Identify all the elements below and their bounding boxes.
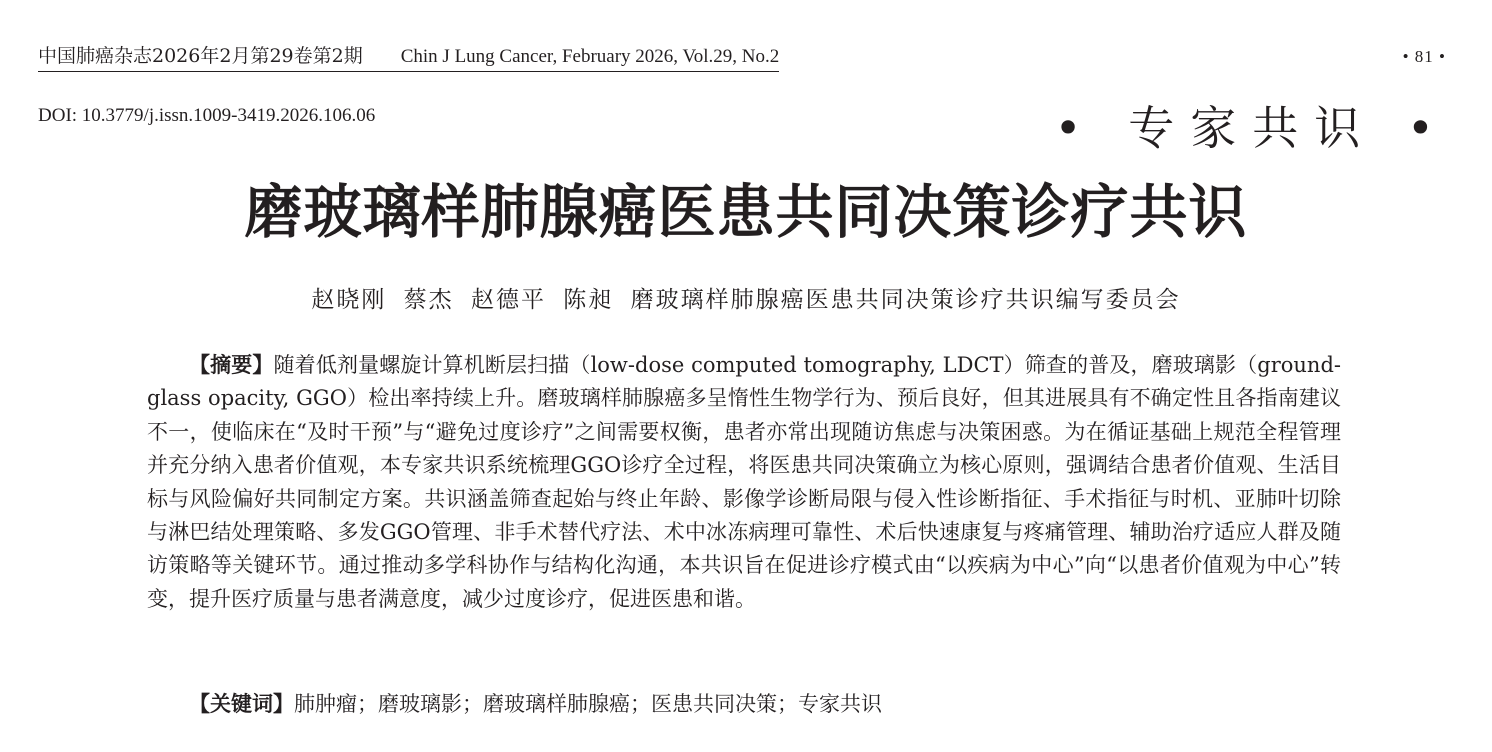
keywords xyxy=(147,688,1341,721)
page-number: • 81 • xyxy=(1402,47,1446,66)
section-label: • 专家共识 • xyxy=(1054,101,1450,155)
abstract-label: 【摘要】 xyxy=(189,353,274,377)
keywords-label: 【关键词】 xyxy=(189,692,294,716)
journal-name-en: Chin J Lung Cancer, February 2026, Vol.29, No.2 xyxy=(400,46,780,67)
abstract-text: 随着低剂量螺旋计算机断层扫描（low-dose computed tomography, LDCT）筛查的普及，磨玻璃影（ground-glass opacity, GGO）检出率持续上升。磨玻璃样肺腺癌多呈惰性生物学行为、预后良好，但其进展具有不确定性且各指南建议不一，使临床在“及时干预”与“避免过度诊疗”之间需要权衡，患者亦常出现随访焦虑与决策困惑。为在循证基础上规范全程管理并充分纳入患者价值观，本专家共识系统梳理GGO诊疗全过程，将医患共同决策确立为核心原则，强调结合患者价值观、生活目标与风险偏好共同制定方案。共识涵盖筛查起始与终止年龄、影像学诊断局限与侵入性诊断指征、手术指征与时机、亚肺叶切除与淋巴结处理策略、多发GGO管理、非手术替代疗法、术中冰冻病理可靠性、术后快速康复与疼痛管理、辅助治疗适应人群及随访策略等关键环节。通过推动多学科协作与结构化沟通，本共识旨在促进诊疗模式由“以疾病为中心”向“以患者价值观为中心”转变，提升医疗质量与患者满意度，减少过度诊疗，促进医患和谐。 xyxy=(147,353,1341,611)
author-list: 赵晓刚 蔡杰 赵德平 陈昶 磨玻璃样肺腺癌医患共同决策诊疗共识编写委员会 xyxy=(311,287,1181,313)
keywords-text: 肺肿瘤；磨玻璃影；磨玻璃样肺腺癌；医患共同决策；专家共识 xyxy=(294,692,882,716)
journal-name-cn: 中国肺癌杂志2026年2月第29卷第2期 xyxy=(38,45,363,67)
running-header xyxy=(38,44,779,72)
running-header-underline xyxy=(38,44,779,72)
doi: DOI: 10.3779/j.issn.1009-3419.2026.106.06 xyxy=(38,105,376,126)
abstract xyxy=(147,349,1341,616)
article-title: 磨玻璃样肺腺癌医患共同决策诊疗共识 xyxy=(244,178,1248,246)
